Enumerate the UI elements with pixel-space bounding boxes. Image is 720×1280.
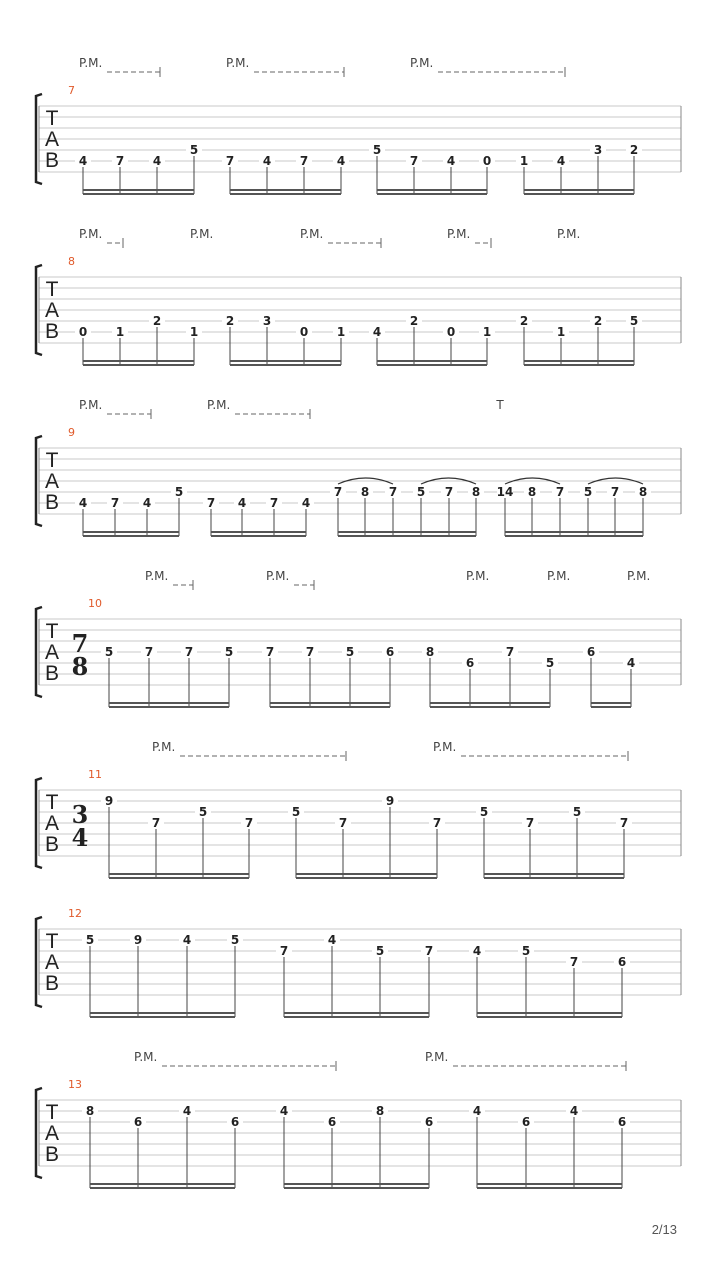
fret-number: 4 xyxy=(301,496,311,510)
palm-mute-label: P.M. xyxy=(79,398,103,412)
tap-label: T xyxy=(496,398,504,412)
measure-number: 8 xyxy=(68,255,75,268)
beam-primary xyxy=(338,531,476,533)
palm-mute-label: P.M. xyxy=(190,227,214,241)
fret-number: 0 xyxy=(299,325,309,339)
fret-number: 7 xyxy=(110,496,120,510)
fret-number: 8 xyxy=(375,1104,385,1118)
beam-primary xyxy=(90,1183,235,1185)
beam-primary xyxy=(477,1012,622,1014)
beam-secondary xyxy=(90,1016,235,1018)
measure-number: 7 xyxy=(68,84,75,97)
fret-number: 5 xyxy=(372,143,382,157)
fret-number: 7 xyxy=(525,816,535,830)
beam-primary xyxy=(270,702,390,704)
fret-number: 9 xyxy=(385,794,395,808)
fret-number: 0 xyxy=(78,325,88,339)
beam-secondary xyxy=(524,364,634,366)
fret-number: 2 xyxy=(593,314,603,328)
palm-mute-label: P.M. xyxy=(79,227,103,241)
tab-clef-letter: A xyxy=(44,812,60,835)
palm-mute-label: P.M. xyxy=(433,740,457,754)
fret-number: 5 xyxy=(545,656,555,670)
beam-secondary xyxy=(83,535,179,537)
beam-primary xyxy=(83,189,194,191)
fret-number: 2 xyxy=(152,314,162,328)
tab-clef-letter: T xyxy=(45,930,59,953)
fret-number: 7 xyxy=(338,816,348,830)
beam-secondary xyxy=(284,1016,429,1018)
fret-number: 5 xyxy=(375,944,385,958)
beam-secondary xyxy=(484,877,624,879)
fret-number: 5 xyxy=(174,485,184,499)
fret-number: 2 xyxy=(225,314,235,328)
fret-number: 1 xyxy=(115,325,125,339)
fret-number: 7 xyxy=(184,645,194,659)
fret-number: 5 xyxy=(521,944,531,958)
beam-primary xyxy=(211,531,306,533)
fret-number: 2 xyxy=(519,314,529,328)
fret-number: 4 xyxy=(262,154,272,168)
fret-number: 8 xyxy=(360,485,370,499)
fret-number: 7 xyxy=(305,645,315,659)
tab-clef-letter: B xyxy=(44,149,60,172)
beam-primary xyxy=(109,873,249,875)
beam-secondary xyxy=(296,877,437,879)
fret-number: 4 xyxy=(472,944,482,958)
beam-primary xyxy=(284,1012,429,1014)
fret-number: 0 xyxy=(482,154,492,168)
fret-number: 4 xyxy=(78,154,88,168)
palm-mute-label: P.M. xyxy=(627,569,651,583)
fret-number: 4 xyxy=(472,1104,482,1118)
fret-number: 3 xyxy=(262,314,272,328)
fret-number: 5 xyxy=(629,314,639,328)
fret-number: 4 xyxy=(279,1104,289,1118)
fret-number: 7 xyxy=(424,944,434,958)
beam-primary xyxy=(524,189,634,191)
measure-number: 11 xyxy=(88,768,102,781)
palm-mute-label: P.M. xyxy=(425,1050,449,1064)
fret-number: 9 xyxy=(104,794,114,808)
beam-secondary xyxy=(338,535,476,537)
fret-number: 5 xyxy=(572,805,582,819)
measure-number: 12 xyxy=(68,907,82,920)
beam-secondary xyxy=(591,706,631,708)
tab-clef-letter: B xyxy=(44,833,60,856)
fret-number: 1 xyxy=(482,325,492,339)
fret-number: 7 xyxy=(505,645,515,659)
fret-number: 6 xyxy=(385,645,395,659)
fret-number: 7 xyxy=(569,955,579,969)
beam-primary xyxy=(477,1183,622,1185)
beam-primary xyxy=(109,702,229,704)
fret-number: 6 xyxy=(133,1115,143,1129)
tab-clef-letter: A xyxy=(44,641,60,664)
fret-number: 0 xyxy=(446,325,456,339)
fret-number: 5 xyxy=(104,645,114,659)
beam-primary xyxy=(377,360,487,362)
measure-number: 10 xyxy=(88,597,102,610)
tab-clef-letter: T xyxy=(45,107,59,130)
beam-primary xyxy=(505,531,643,533)
tab-clef-letter: B xyxy=(44,972,60,995)
beam-secondary xyxy=(505,535,643,537)
fret-number: 6 xyxy=(521,1115,531,1129)
fret-number: 6 xyxy=(617,955,627,969)
beam-primary xyxy=(591,702,631,704)
tab-clef-letter: A xyxy=(44,1122,60,1145)
tab-clef-letter: B xyxy=(44,662,60,685)
palm-mute-label: P.M. xyxy=(266,569,290,583)
fret-number: 4 xyxy=(237,496,247,510)
fret-number: 1 xyxy=(519,154,529,168)
fret-number: 4 xyxy=(626,656,636,670)
fret-number: 6 xyxy=(230,1115,240,1129)
fret-number: 4 xyxy=(372,325,382,339)
fret-number: 4 xyxy=(336,154,346,168)
palm-mute-label: P.M. xyxy=(79,56,103,70)
fret-number: 2 xyxy=(629,143,639,157)
measure-number: 9 xyxy=(68,426,75,439)
beam-primary xyxy=(430,702,550,704)
fret-number: 7 xyxy=(619,816,629,830)
fret-number: 7 xyxy=(269,496,279,510)
fret-number: 7 xyxy=(610,485,620,499)
time-signature-numerator: 7 xyxy=(71,629,89,658)
fret-number: 7 xyxy=(206,496,216,510)
fret-number: 4 xyxy=(152,154,162,168)
fret-number: 5 xyxy=(198,805,208,819)
measure-number: 13 xyxy=(68,1078,82,1091)
tab-clef-letter: T xyxy=(45,620,59,643)
tab-clef-letter: T xyxy=(45,278,59,301)
beam-primary xyxy=(484,873,624,875)
beam-primary xyxy=(296,873,437,875)
fret-number: 4 xyxy=(142,496,152,510)
fret-number: 4 xyxy=(182,1104,192,1118)
beam-secondary xyxy=(109,706,229,708)
fret-number: 7 xyxy=(432,816,442,830)
palm-mute-label: P.M. xyxy=(134,1050,158,1064)
fret-number: 4 xyxy=(556,154,566,168)
fret-number: 7 xyxy=(225,154,235,168)
palm-mute-label: P.M. xyxy=(410,56,434,70)
beam-secondary xyxy=(83,364,194,366)
tab-clef-letter: B xyxy=(44,491,60,514)
beam-secondary xyxy=(109,877,249,879)
fret-number: 4 xyxy=(569,1104,579,1118)
beam-secondary xyxy=(230,364,341,366)
tab-clef-letter: A xyxy=(44,951,60,974)
fret-number: 7 xyxy=(388,485,398,499)
time-signature-denominator: 8 xyxy=(71,652,89,681)
fret-number: 1 xyxy=(189,325,199,339)
fret-number: 9 xyxy=(133,933,143,947)
fret-number: 7 xyxy=(265,645,275,659)
beam-primary xyxy=(524,360,634,362)
beam-secondary xyxy=(230,193,341,195)
palm-mute-label: P.M. xyxy=(547,569,571,583)
beam-secondary xyxy=(477,1187,622,1189)
fret-number: 8 xyxy=(425,645,435,659)
beam-secondary xyxy=(524,193,634,195)
fret-number: 7 xyxy=(409,154,419,168)
fret-number: 7 xyxy=(115,154,125,168)
fret-number: 5 xyxy=(230,933,240,947)
fret-number: 8 xyxy=(471,485,481,499)
tab-clef-letter: A xyxy=(44,299,60,322)
beam-secondary xyxy=(377,364,487,366)
beam-secondary xyxy=(377,193,487,195)
beam-primary xyxy=(83,531,179,533)
beam-secondary xyxy=(83,193,194,195)
fret-number: 4 xyxy=(446,154,456,168)
tab-clef-letter: T xyxy=(45,1101,59,1124)
tab-clef-letter: B xyxy=(44,320,60,343)
tab-clef-letter: A xyxy=(44,470,60,493)
fret-number: 7 xyxy=(244,816,254,830)
fret-number: 7 xyxy=(444,485,454,499)
beam-secondary xyxy=(430,706,550,708)
fret-number: 7 xyxy=(299,154,309,168)
fret-number: 1 xyxy=(336,325,346,339)
fret-number: 5 xyxy=(85,933,95,947)
palm-mute-label: P.M. xyxy=(466,569,490,583)
fret-number: 1 xyxy=(556,325,566,339)
fret-number: 8 xyxy=(527,485,537,499)
fret-number: 6 xyxy=(424,1115,434,1129)
beam-primary xyxy=(284,1183,429,1185)
time-signature-denominator: 4 xyxy=(71,823,89,852)
fret-number: 7 xyxy=(333,485,343,499)
fret-number: 3 xyxy=(593,143,603,157)
palm-mute-label: P.M. xyxy=(207,398,231,412)
fret-number: 7 xyxy=(555,485,565,499)
beam-primary xyxy=(230,360,341,362)
fret-number: 5 xyxy=(224,645,234,659)
palm-mute-label: P.M. xyxy=(145,569,169,583)
beam-secondary xyxy=(477,1016,622,1018)
fret-number: 7 xyxy=(144,645,154,659)
beam-primary xyxy=(230,189,341,191)
tab-clef-letter: T xyxy=(45,449,59,472)
fret-number: 6 xyxy=(327,1115,337,1129)
palm-mute-label: P.M. xyxy=(152,740,176,754)
fret-number: 7 xyxy=(279,944,289,958)
tab-clef-letter: B xyxy=(44,1143,60,1166)
beam-primary xyxy=(377,189,487,191)
fret-number: 5 xyxy=(583,485,593,499)
fret-number: 4 xyxy=(182,933,192,947)
fret-number: 6 xyxy=(617,1115,627,1129)
fret-number: 5 xyxy=(291,805,301,819)
fret-number: 5 xyxy=(416,485,426,499)
fret-number: 8 xyxy=(85,1104,95,1118)
palm-mute-label: P.M. xyxy=(226,56,250,70)
fret-number: 5 xyxy=(345,645,355,659)
tab-clef-letter: A xyxy=(44,128,60,151)
fret-number: 6 xyxy=(465,656,475,670)
palm-mute-label: P.M. xyxy=(557,227,581,241)
beam-primary xyxy=(90,1012,235,1014)
beam-primary xyxy=(83,360,194,362)
fret-number: 4 xyxy=(78,496,88,510)
beam-secondary xyxy=(211,535,306,537)
fret-number: 7 xyxy=(151,816,161,830)
fret-number: 6 xyxy=(586,645,596,659)
beam-secondary xyxy=(90,1187,235,1189)
beam-secondary xyxy=(284,1187,429,1189)
fret-number: 5 xyxy=(479,805,489,819)
fret-number: 5 xyxy=(189,143,199,157)
fret-number: 8 xyxy=(638,485,648,499)
beam-secondary xyxy=(270,706,390,708)
page-number: 2/13 xyxy=(651,1222,677,1237)
fret-number: 2 xyxy=(409,314,419,328)
fret-number: 14 xyxy=(496,485,514,499)
palm-mute-label: P.M. xyxy=(447,227,471,241)
fret-number: 4 xyxy=(327,933,337,947)
palm-mute-label: P.M. xyxy=(300,227,324,241)
tab-clef-letter: T xyxy=(45,791,59,814)
time-signature-numerator: 3 xyxy=(71,800,89,829)
